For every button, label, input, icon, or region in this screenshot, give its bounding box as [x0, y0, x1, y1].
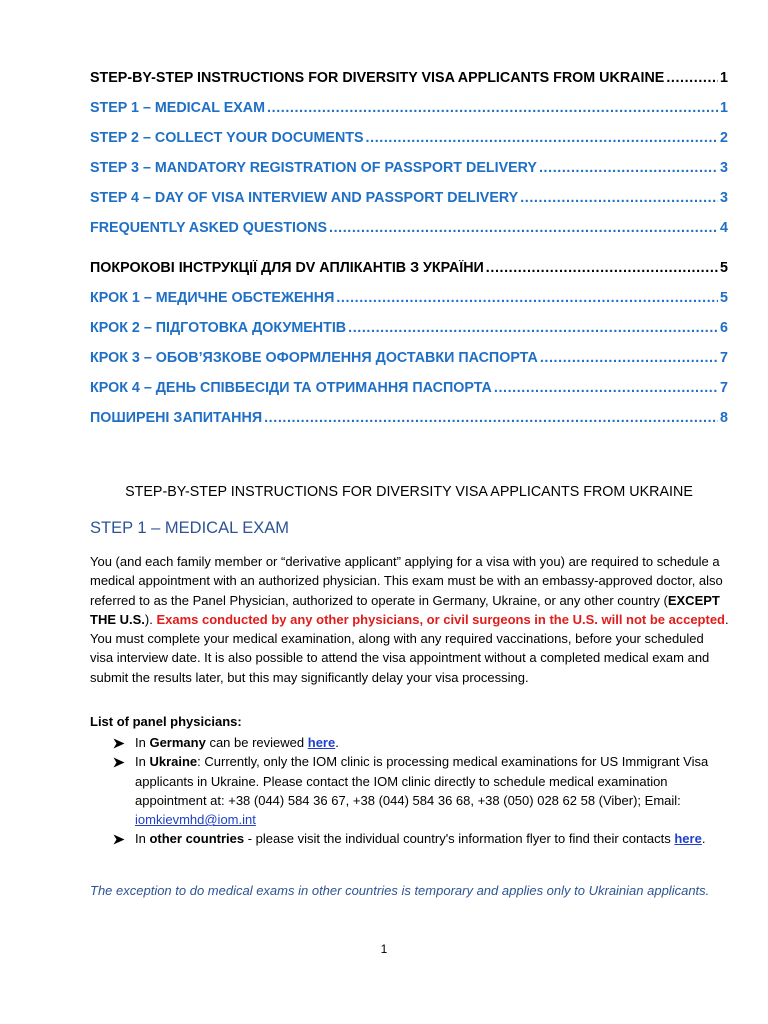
arrow-bullet-icon [112, 829, 126, 848]
toc-gap [90, 250, 728, 260]
list-text: . [335, 735, 339, 750]
toc-leader [348, 320, 718, 336]
toc-title: ПОКРОКОВІ ІНСТРУКЦІЇ ДЛЯ DV АПЛІКАНТІВ З УКРАЇНИ [90, 260, 484, 276]
panel-physicians-title: List of panel physicians: [90, 714, 242, 729]
toc-entry-9[interactable] [90, 350, 728, 380]
toc-page: 7 [720, 350, 728, 366]
toc-page: 2 [720, 130, 728, 146]
toc-leader [520, 190, 718, 206]
toc-leader [539, 160, 718, 176]
toc-page: 3 [720, 160, 728, 176]
toc-title: STEP 4 – DAY OF VISA INTERVIEW AND PASSPORT DELIVERY [90, 190, 519, 206]
arrow-bullet-icon [112, 733, 126, 752]
toc-title: КРОК 1 – МЕДИЧНЕ ОБСТЕЖЕННЯ [90, 290, 335, 306]
toc-title: FREQUENTLY ASKED QUESTIONS [90, 220, 327, 236]
table-of-contents [90, 70, 728, 440]
toc-entry-0[interactable] [90, 70, 728, 100]
toc-page: 6 [720, 320, 728, 336]
toc-page: 7 [720, 380, 728, 396]
toc-title: STEP 1 – MEDICAL EXAM [90, 100, 266, 116]
list-text: In [135, 831, 150, 847]
toc-title: ПОШИРЕНІ ЗАПИТАННЯ [90, 410, 263, 426]
list-text: - please visit the individual country's information flyer to find their contacts [244, 831, 675, 847]
toc-leader [366, 130, 719, 146]
list-item-other-countries [112, 829, 732, 848]
toc-entry-7[interactable] [90, 290, 728, 320]
toc-entry-10[interactable] [90, 380, 728, 410]
except-us-text: EXCEPT THE U.S. [90, 592, 720, 627]
toc-page: 3 [720, 190, 728, 206]
toc-entry-8[interactable] [90, 320, 728, 350]
toc-page: 5 [720, 260, 728, 276]
panel-physicians-list [112, 733, 732, 849]
toc-leader [267, 100, 718, 116]
list-text: can be reviewed [205, 735, 308, 750]
toc-page: 1 [720, 100, 728, 116]
section-title: STEP-BY-STEP INSTRUCTIONS FOR DIVERSITY VISA APPLICANTS FROM UKRAINE [125, 484, 693, 500]
toc-page: 5 [720, 290, 728, 306]
list-text: . [701, 831, 706, 847]
country-name: Germany [149, 735, 206, 750]
paragraph-text: ). [144, 611, 157, 627]
step1-heading: STEP 1 – MEDICAL EXAM [90, 519, 289, 537]
germany-here-link[interactable]: here [307, 735, 336, 750]
paragraph-text: You (and each family member or “derivative applicant” applying for a visa with you) are required to schedule a medical appointment with an authorized physician. This exam must be with an embassy-approved doctor, also referred to as the Panel Physician, authorized to operate in Germany, Ukraine, or any other country ( [90, 554, 723, 608]
toc-title: КРОК 3 – ОБОВ’ЯЗКОВЕ ОФОРМЛЕННЯ ДОСТАВКИ ПАСПОРТА [90, 350, 538, 366]
list-item-germany [112, 733, 732, 752]
page-number: 1 [380, 942, 388, 956]
medical-exam-paragraph [90, 552, 730, 687]
toc-leader [494, 380, 718, 396]
list-text: : Currently, only the IOM clinic is processing medical examinations for US Immigrant Visa applicants in Ukraine. Please contact the IOM clinic directly to schedule medical examination appointment at: +38 (044) 584 36 67, +38 (044) 584 36 68, +38 (050) 028 62 58 (Viber); Email: [135, 754, 709, 808]
warning-text: Exams conducted by any other physicians, or civil surgeons in the U.S. will not be accepted [156, 611, 726, 627]
iom-email-link[interactable]: iomkievmhd@iom.int [135, 812, 256, 828]
toc-page: 4 [720, 220, 728, 236]
arrow-bullet-icon [112, 752, 126, 771]
toc-leader [540, 350, 718, 366]
toc-entry-5[interactable] [90, 220, 728, 250]
toc-title: STEP-BY-STEP INSTRUCTIONS FOR DIVERSITY VISA APPLICANTS FROM UKRAINE [90, 70, 665, 86]
toc-leader [666, 70, 718, 86]
paragraph-text: . You must complete your medical examination, along with any required vaccinations, before your scheduled visa interview date. It is also possible to attend the visa appointment without a completed medical exam and submit the results later, but this may significantly delay your visa processing. [90, 611, 729, 685]
toc-entry-11[interactable] [90, 410, 728, 440]
list-text: In [135, 735, 150, 750]
toc-leader [486, 260, 718, 276]
toc-title: КРОК 4 – ДЕНЬ СПІВБЕСІДИ ТА ОТРИМАННЯ ПАСПОРТА [90, 380, 492, 396]
country-name: Ukraine [149, 754, 198, 770]
toc-entry-1[interactable] [90, 100, 728, 130]
toc-entry-2[interactable] [90, 130, 728, 160]
toc-title: STEP 2 – COLLECT YOUR DOCUMENTS [90, 130, 364, 146]
toc-entry-6[interactable] [90, 260, 728, 290]
toc-page: 1 [720, 70, 728, 86]
toc-leader [264, 410, 718, 426]
toc-leader [329, 220, 718, 236]
country-name: other countries [149, 831, 245, 847]
toc-leader [336, 290, 718, 306]
toc-title: КРОК 2 – ПІДГОТОВКА ДОКУМЕНТІВ [90, 320, 347, 336]
toc-entry-4[interactable] [90, 190, 728, 220]
toc-entry-3[interactable] [90, 160, 728, 190]
exception-note: The exception to do medical exams in other countries is temporary and applies only to Ukrainian applicants. [90, 883, 710, 898]
other-countries-here-link[interactable]: here [674, 831, 702, 847]
toc-page: 8 [720, 410, 728, 426]
list-text: In [135, 754, 150, 770]
list-item-ukraine [112, 752, 732, 829]
toc-title: STEP 3 – MANDATORY REGISTRATION OF PASSPORT DELIVERY [90, 160, 537, 176]
